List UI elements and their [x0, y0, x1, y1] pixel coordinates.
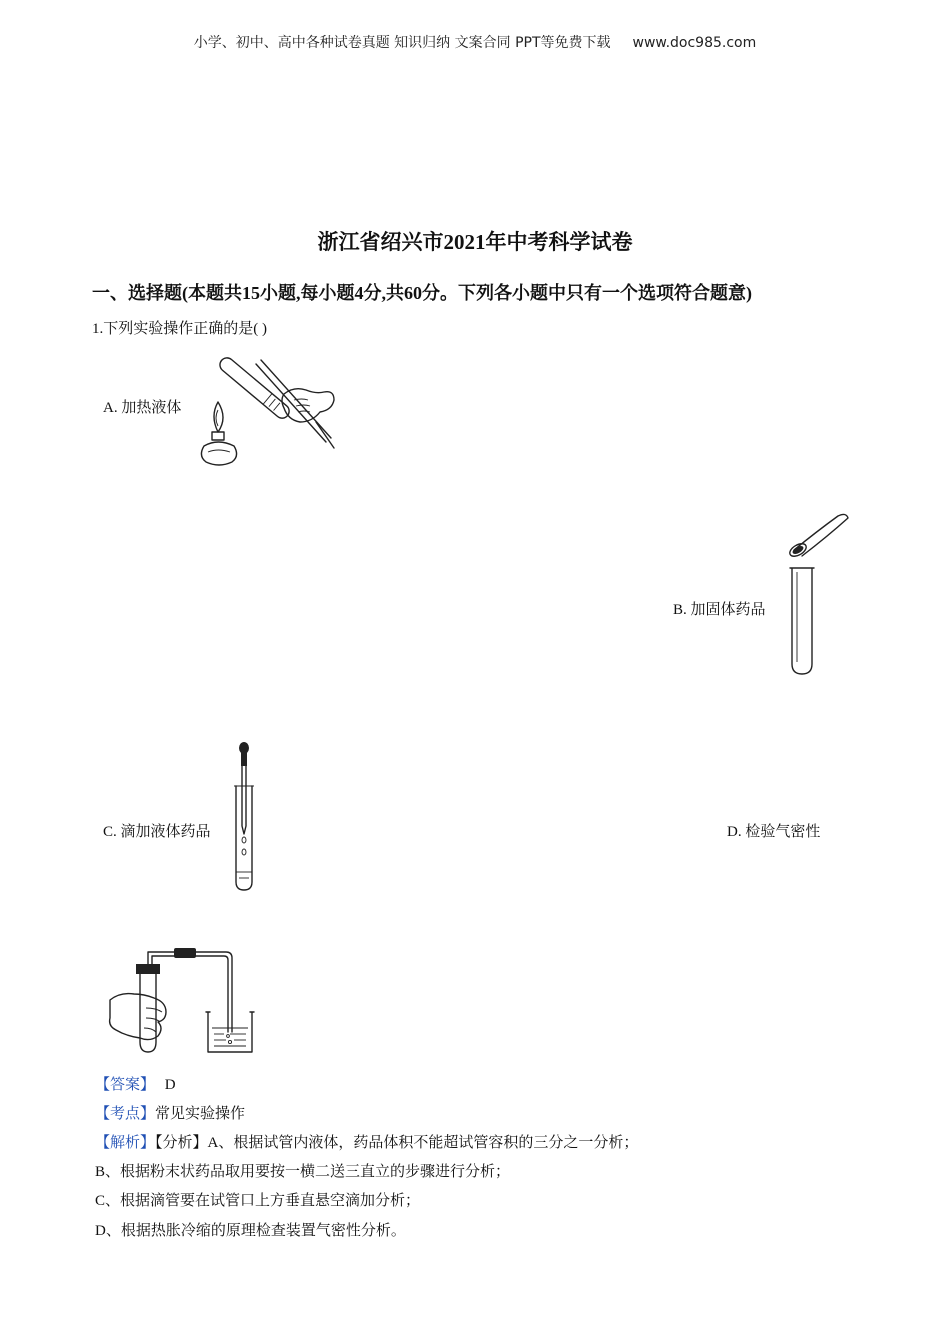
- answer-line: [95, 1073, 176, 1094]
- analysis-text-1: 【分析】A、根据试管内液体，药品体积不能超试管容积的三分之一分析；: [155, 1135, 639, 1151]
- topic-line: [95, 1102, 245, 1123]
- page-title: 浙江省绍兴市2021年中考科学试卷: [317, 230, 633, 254]
- answer-tag: 【答案】: [95, 1077, 156, 1093]
- option-d-label: D. 检验气密性: [727, 824, 821, 840]
- analysis-line-2: B、根据粉末状药品取用要按一横二送三直立的步骤进行分析；: [95, 1164, 511, 1180]
- header-url[interactable]: www.doc985.com: [632, 35, 757, 51]
- analysis-line-1: [95, 1131, 638, 1152]
- analysis-line-4: D、根据热胀冷缩的原理检查装置气密性分析。: [95, 1223, 406, 1239]
- dropping-liquid-figure: [228, 740, 262, 892]
- option-b-label: B. 加固体药品: [673, 602, 766, 618]
- topic-value: 常见实验操作: [155, 1106, 246, 1122]
- answer-value: D: [164, 1077, 176, 1093]
- question-stem: 1.下列实验操作正确的是( ): [92, 321, 267, 337]
- option-a-label: A. 加热液体: [103, 400, 182, 416]
- option-c-label: C. 滴加液体药品: [103, 824, 211, 840]
- analysis-tag: 【解析】: [95, 1135, 156, 1151]
- topic-tag: 【考点】: [95, 1106, 156, 1122]
- adding-solid-figure: [780, 508, 850, 678]
- airtightness-figure: [106, 942, 258, 1058]
- page-header: [0, 32, 950, 52]
- section-heading: 一、选择题(本题共15小题,每小题4分,共60分。下列各小题中只有一个选项符合题意): [92, 283, 752, 303]
- analysis-line-3: C、根据滴管要在试管口上方垂直悬空滴加分析；: [95, 1193, 421, 1209]
- heating-liquid-figure: [198, 342, 343, 467]
- header-text: 小学、初中、高中各种试卷真题 知识归纳 文案合同 PPT等免费下载: [193, 35, 611, 51]
